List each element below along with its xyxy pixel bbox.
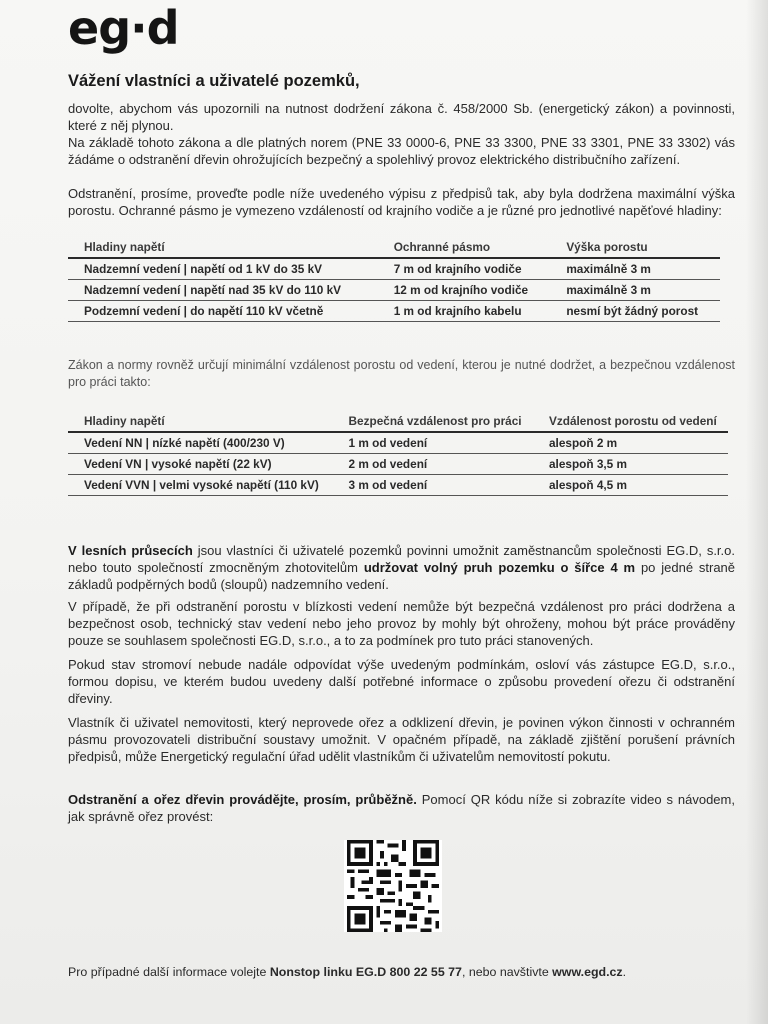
owner-obligation-paragraph: Vlastník či uživatel nemovitosti, který neprovede ořez a odklizení dřevin, je povinen výkon činnosti v ochranném pásmu provozovateli distribuční soustavy umožnit. V opačném případě, na základě zjištění porušení právních předpisů, může Energetický regulační úřad udělit vlastníkům či uživatelům nemovitostí pokutu. [68, 715, 735, 764]
footer-contact-line [68, 965, 748, 979]
table-cell: Vedení NN | nízké napětí (400/230 V) [68, 432, 333, 454]
forest-text: jsou vlastníci či uživatelé pozemků povinni umožnit zaměstnancům společnosti EG.D, s.r.o. nebo touto společností zmocněným zhotovitelům [68, 543, 735, 575]
table-cell: 2 m od vedení [333, 454, 533, 475]
table-header-row [68, 410, 728, 432]
table-cell: 7 m od krajního vodiče [378, 258, 551, 280]
website-link[interactable]: www.egd.cz [552, 965, 623, 979]
qr-instruction-bold: Odstranění a ořez dřevin provádějte, prosím, průběžně. [68, 792, 417, 807]
column-header: Hladiny napětí [68, 410, 333, 432]
safety-paragraph: V případě, že při odstranění porostu v blízkosti vedení nemůže být bezpečná vzdálenost pro práci dodržena a bezpečnost osob, technický stav vedení nebo jeho provoz by mohly být ohroženy, mohou být práce prováděny pouze se souhlasem společnosti EG.D, s.r.o., a to za podmínek pro tuto práci stanovených. [68, 599, 735, 648]
contact-paragraph: Pokud stav stromoví nebude nadále odpovídat výše uvedeným podmínkám, osloví vás zástupce EG.D, s.r.o., formou dopisu, ve kterém budou uvedeny další potřebné informace o způsobu provedení ořezu či odstranění dřeviny. [68, 657, 735, 706]
intro-paragraph-3: Odstranění, prosíme, proveďte podle níže uvedeného výpisu z předpisů tak, aby byla dodržena maximální výška porostu. Ochranné pásmo je vymezeno vzdáleností od krajního vodiče a je různé pro jednotlivé napěťové hladiny: [68, 186, 735, 218]
footer-text: Pro případné další informace volejte [68, 965, 270, 979]
column-header: Vzdálenost porostu od vedení [533, 410, 728, 432]
forest-bold-width: udržovat volný pruh pozemku o šířce 4 m [363, 560, 636, 575]
forest-bold-start: V lesních průsecích [68, 543, 193, 558]
table-cell: alespoň 3,5 m [533, 454, 728, 475]
column-header: Výška porostu [550, 236, 720, 258]
salutation-heading: Vážení vlastníci a uživatelé pozemků, [68, 72, 360, 90]
protection-zone-table [68, 236, 720, 322]
qr-instruction-paragraph [68, 791, 735, 825]
footer-text: . [622, 965, 627, 979]
intro-paragraph-1: dovolte, abychom vás upozornili na nutnost dodržení zákona č. 458/2000 Sb. (energetický zákon) a povinnosti, které z něj plynou. [68, 101, 735, 133]
table-row [68, 475, 728, 496]
table-cell: 3 m od vedení [333, 475, 533, 496]
column-header: Hladiny napětí [68, 236, 378, 258]
table-cell: Podzemní vedení | do napětí 110 kV včetně [68, 301, 378, 322]
table-cell: maximálně 3 m [550, 280, 720, 301]
paper-edge-shadow [746, 0, 768, 1024]
table-row [68, 258, 720, 280]
forest-text-end: po jedné straně základů podpěrných bodů (sloupů) nadzemního vedení. [68, 560, 736, 592]
egd-logo: eg·d [68, 1, 179, 55]
table-cell: Vedení VVN | velmi vysoké napětí (110 kV) [68, 475, 333, 496]
table-row [68, 454, 728, 475]
table-cell: nesmí být žádný porost [550, 301, 720, 322]
table-row [68, 301, 720, 322]
footer-text: , nebo navštivte [461, 965, 553, 979]
table-cell: 1 m od krajního kabelu [378, 301, 551, 322]
column-header: Ochranné pásmo [378, 236, 551, 258]
table-row [68, 432, 728, 454]
forest-clearing-paragraph [68, 542, 735, 593]
distance-intro-paragraph: Zákon a normy rovněž určují minimální vzdálenost porostu od vedení, kterou je nutné dodržet, a bezpečnou vzdálenost pro práci takto: [68, 358, 735, 389]
table-cell: alespoň 2 m [533, 432, 728, 454]
table-cell: 1 m od vedení [333, 432, 533, 454]
table-cell: 12 m od krajního vodiče [378, 280, 551, 301]
safe-distance-table [68, 410, 728, 496]
table-header-row [68, 236, 720, 258]
table-row [68, 280, 720, 301]
video-qr-code[interactable] [344, 840, 442, 932]
table-cell: Nadzemní vedení | napětí nad 35 kV do 110 kV [68, 280, 378, 301]
table-cell: Nadzemní vedení | napětí od 1 kV do 35 kV [68, 258, 378, 280]
table-cell: alespoň 4,5 m [533, 475, 728, 496]
column-header: Bezpečná vzdálenost pro práci [333, 410, 533, 432]
nonstop-hotline: Nonstop linku EG.D 800 22 55 77 [269, 965, 462, 979]
qr-instruction-text: Pomocí QR kódu níže si zobrazíte video s návodem, jak správně ořez provést: [68, 792, 735, 824]
intro-paragraph-2: Na základě tohoto zákona a dle platných norem (PNE 33 0000-6, PNE 33 3300, PNE 33 3301, PNE 33 3302) vás žádáme o odstranění dřevin ohrožujících bezpečný a spolehlivý provoz elektrického distribučního zařízení. [68, 135, 735, 167]
table-cell: maximálně 3 m [550, 258, 720, 280]
table-cell: Vedení VN | vysoké napětí (22 kV) [68, 454, 333, 475]
